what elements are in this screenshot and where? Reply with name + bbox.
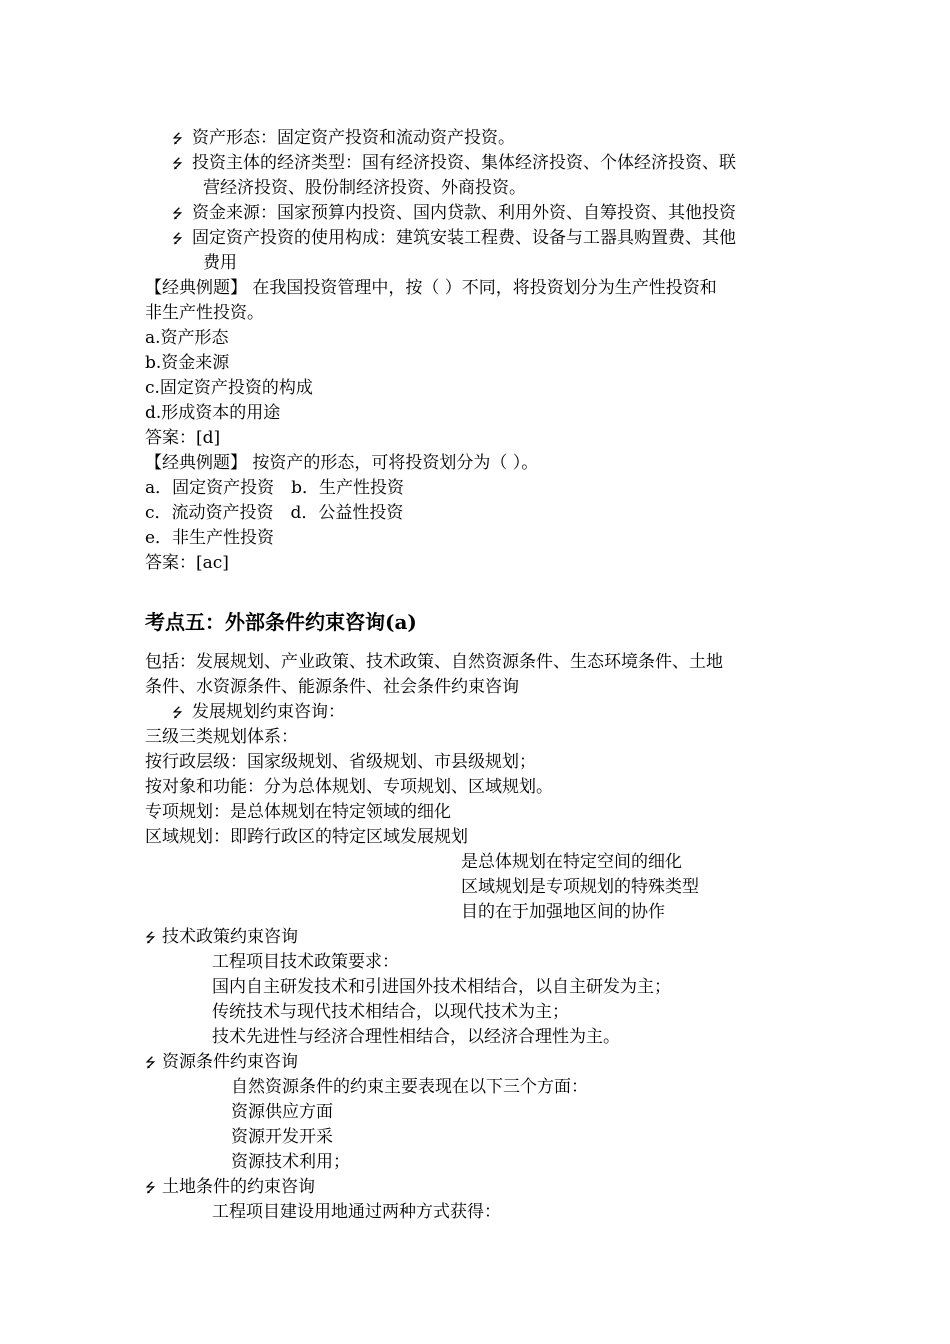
section-heading: 考点五：外部条件约束咨询(a): [145, 610, 417, 634]
region-note: 目的在于加强地区间的协作: [461, 902, 665, 922]
paragraph: 技术先进性与经济合理性相结合，以经济合理性为主。: [212, 1027, 620, 1047]
list-item: ⭍ 资金来源：国家预算内投资、国内贷款、利用外资、自筹投资、其他投资: [172, 201, 736, 227]
bullet-arrow-icon: ⭍: [172, 157, 183, 172]
option: a.资产形态: [145, 328, 229, 348]
option: c．流动资产投资 d．公益性投资: [145, 503, 404, 523]
paragraph: 专项规划：是总体规划在特定领域的细化: [145, 802, 451, 822]
paragraph: 三级三类规划体系：: [145, 727, 298, 747]
option: d.形成资本的用途: [145, 403, 281, 423]
list-item: ⭍ 土地条件的约束咨询: [145, 1175, 315, 1201]
region-note: 是总体规划在特定空间的细化: [461, 852, 682, 872]
paragraph: 按行政层级：国家级规划、省级规划、市县级规划；: [145, 752, 536, 772]
example-stem: 非生产性投资。: [145, 303, 264, 323]
bullet-arrow-icon: ⭍: [172, 207, 183, 222]
example-stem: 【经典例题】 在我国投资管理中，按（ ）不同，将投资划分为生产性投资和: [145, 278, 717, 298]
option: b.资金来源: [145, 353, 230, 373]
bullet-arrow-icon: ⭍: [172, 132, 183, 147]
list-item: ⭍ 资源条件约束咨询: [145, 1050, 298, 1076]
list-item-continuation: 营经济投资、股份制经济投资、外商投资。: [203, 178, 526, 198]
paragraph: 工程项目建设用地通过两种方式获得：: [212, 1202, 501, 1222]
option: e．非生产性投资: [145, 528, 275, 548]
bullet-arrow-icon: ⭍: [145, 931, 156, 946]
paragraph: 自然资源条件的约束主要表现在以下三个方面：: [231, 1077, 588, 1097]
paragraph: 条件、水资源条件、能源条件、社会条件约束咨询: [145, 677, 519, 697]
bullet-arrow-icon: ⭍: [145, 1181, 156, 1196]
list-item: ⭍ 固定资产投资的使用构成：建筑安装工程费、设备与工器具购置费、其他: [172, 226, 736, 252]
bullet-arrow-icon: ⭍: [172, 706, 183, 721]
list-item-continuation: 费用: [203, 253, 237, 273]
list-item: ⭍ 资产形态：固定资产投资和流动资产投资。: [172, 126, 515, 152]
answer: 答案：[d]: [145, 428, 221, 448]
list-item: ⭍ 发展规划约束咨询：: [172, 700, 345, 726]
paragraph: 传统技术与现代技术相结合，以现代技术为主；: [212, 1002, 569, 1022]
option: a．固定资产投资 b．生产性投资: [145, 478, 405, 498]
paragraph: 按对象和功能：分为总体规划、专项规划、区域规划。: [145, 777, 553, 797]
option: c.固定资产投资的构成: [145, 378, 313, 398]
region-note: 区域规划是专项规划的特殊类型: [461, 877, 699, 897]
paragraph: 包括：发展规划、产业政策、技术政策、自然资源条件、生态环境条件、土地: [145, 652, 723, 672]
example-stem: 【经典例题】 按资产的形态，可将投资划分为（ ）。: [145, 453, 539, 473]
paragraph: 资源供应方面: [231, 1102, 333, 1122]
paragraph: 工程项目技术政策要求：: [212, 952, 399, 972]
list-item: ⭍ 技术政策约束咨询: [145, 925, 298, 951]
paragraph: 资源技术利用；: [231, 1152, 350, 1172]
bullet-arrow-icon: ⭍: [145, 1056, 156, 1071]
answer: 答案：[ac]: [145, 553, 229, 573]
paragraph: 资源开发开采: [231, 1127, 333, 1147]
bullet-arrow-icon: ⭍: [172, 232, 183, 247]
paragraph: 区域规划：即跨行政区的特定区域发展规划: [145, 827, 468, 847]
paragraph: 国内自主研发技术和引进国外技术相结合，以自主研发为主；: [212, 977, 671, 997]
list-item: ⭍ 投资主体的经济类型：国有经济投资、集体经济投资、个体经济投资、联: [172, 151, 736, 177]
